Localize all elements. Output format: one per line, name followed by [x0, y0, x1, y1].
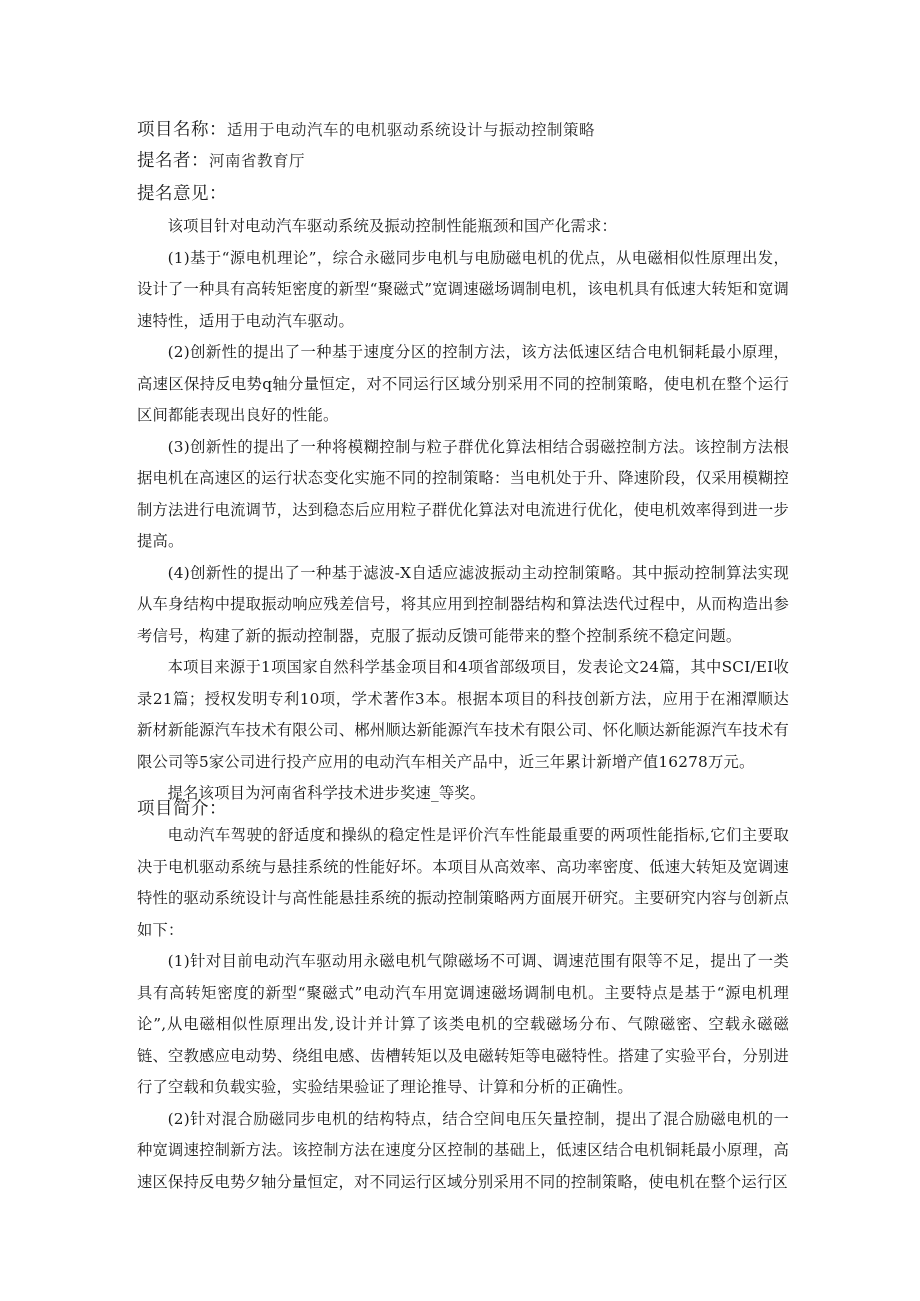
project-name-line: [137, 116, 595, 141]
intro-paragraph: 电动汽车驾驶的舒适度和操纵的稳定性是评价汽车性能最重要的两项性能指标,它们主要取决于电机驱动系统与悬挂系统的性能好坏。本项目从高效率、高功率密度、低速大转矩及宽调速特性的驱动系统设计与高性能悬挂系统的振动控制策略两方面展开研究。主要研究内容与创新点如下：: [137, 826, 789, 939]
opinion-paragraph: 本项目来源于1项国家自然科学基金项目和4项省部级项目，发表论文24篇，其中SCI/EI收录21篇；授权发明专利10项，学术著作3本。根据本项目的科技创新方法，应用于在湘潭顺达新材新能源汽车技术有限公司、郴州顺达新能源汽车技术有限公司、怀化顺达新能源汽车技术有限公司等5家公司进行投产应用的电动汽车相关产品中，近三年累计新增产值16278万元。: [137, 658, 789, 771]
opinion-paragraph: (4)创新性的提出了一种基于滤波-X自适应滤波振动主动控制策略。其中振动控制算法实现从车身结构中提取振动响应残差信号，将其应用到控制器结构和算法迭代过程中，从而构造出参考信号，构建了新的振动控制器，克服了振动反馈可能带来的整个控制系统不稳定问题。: [137, 563, 789, 645]
intro-section: [137, 820, 789, 1198]
opinion-section: [137, 211, 789, 810]
opinion-paragraph: (3)创新性的提出了一种将模糊控制与粒子群优化算法相结合弱磁控制方法。该控制方法根据电机在高速区的运行状态变化实施不同的控制策略：当电机处于升、降速阶段，仅采用模糊控制方法进行电流调节，达到稳态后应用粒子群优化算法对电流进行优化，使电机效率得到进一步提高。: [137, 437, 789, 550]
intro-paragraph: (1)针对目前电动汽车驱动用永磁电机气隙磁场不可调、调速范围有限等不足，提出了一类具有高转矩密度的新型“聚磁式”电动汽车用宽调速磁场调制电机。主要特点是基于“源电机理论”,从电磁相似性原理出发,设计并计算了该类电机的空载磁场分布、气隙磁密、空载永磁磁链、空教感应电动势、绕组电感、齿槽转矩以及电磁转矩等电磁特性。搭建了实验平台，分别进行了空载和负载实验，实验结果验证了理论推导、计算和分析的正确性。: [137, 952, 789, 1096]
nominator-label: 提名者：: [137, 151, 209, 171]
project-name-label: 项目名称：: [137, 120, 227, 140]
opinion-paragraph: (2)创新性的提出了一种基于速度分区的控制方法，该方法低速区结合电机铜耗最小原理，高速区保持反电势q轴分量恒定，对不同运行区域分别采用不同的控制策略，使电机在整个运行区间都能表现出良好的性能。: [137, 343, 789, 424]
nominator-value: 河南省教育厅: [209, 152, 306, 170]
nominator-line: [137, 147, 305, 172]
opinion-heading: 提名意见：: [137, 184, 227, 204]
project-name-value: 适用于电动汽车的电机驱动系统设计与振动控制策略: [227, 121, 596, 139]
intro-paragraph: (2)针对混合励磁同步电机的结构特点，结合空间电压矢量控制，提出了混合励磁电机的一种宽调速控制新方法。该控制方法在速度分区控制的基础上，低速区结合电机铜耗最小原理，高速区保持反电势夕轴分量恒定，对不同运行区域分别采用不同的控制策略，使电机在整个运行区: [137, 1109, 789, 1191]
intro-heading: 项目简介：: [137, 799, 227, 819]
opinion-paragraph: 该项目针对电动汽车驱动系统及振动控制性能瓶颈和国产化需求：: [167, 217, 618, 235]
opinion-paragraph: (1)基于“源电机理论”，综合永磁同步电机与电励磁电机的优点，从电磁相似性原理出发，设计了一种具有高转矩密度的新型“聚磁式”宽调速磁场调制电机，该电机具有低速大转矩和宽调速特性，适用于电动汽车驱动。: [137, 248, 789, 330]
opinion-paragraph: 提名该项目为河南省科学技术进步奖速_等奖。: [167, 784, 486, 802]
